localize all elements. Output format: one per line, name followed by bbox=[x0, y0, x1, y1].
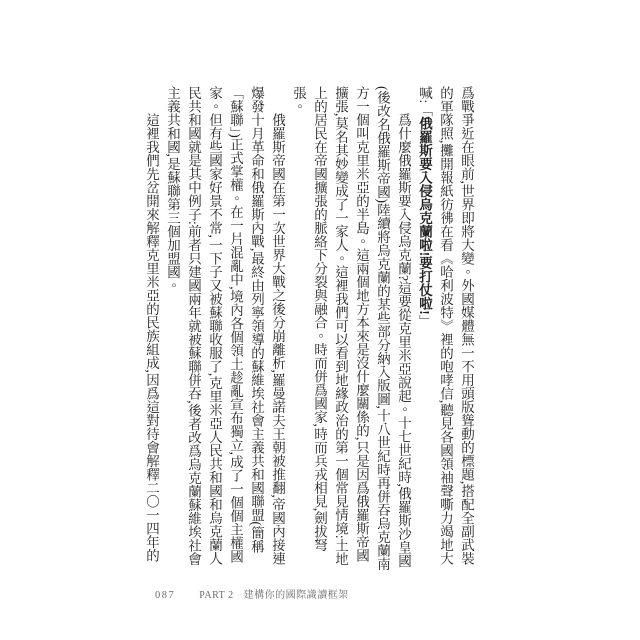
paragraph-2: 爲什麼俄羅斯要入侵烏克蘭?這要從克里米亞說起。十七世紀時,俄羅斯沙皇國(後改名俄羅斯帝國)陸續將烏克蘭的某些部分納入版圖,十八世紀時再併吞烏克蘭南方一個叫克里米亞的半島。這兩個地方本來是沒什麼關係的,只是因爲俄羅斯帝國擴張,莫名其妙變成了一家人。這裡我們可以看到地緣政治的第一個常見情境:土地上的居民在帝國擴張的脈絡下分裂與融合。時而併爲國家,時而兵戎相見,劍拔弩張。 bbox=[291, 86, 411, 571]
page-number: 087 bbox=[155, 590, 176, 601]
paragraph-1-text: 爲戰爭近在眼前,世界即將大變。外國媒體無一不用頭版聳動的標題,搭配全副武裝的軍隊照,攤開報紙彷彿在看《哈利波特》裡的咆哮信,聽見各國領袖聲嘶力竭地大喊:「 bbox=[417, 86, 474, 566]
paragraph-1-closing-quote: 」 bbox=[417, 314, 432, 329]
paragraph-3: 俄羅斯帝國在第一次世界大戰之後分崩離析,羅曼諾夫王朝被推翻,帝國內接連爆發十月革命和俄羅斯內戰,最終由列寧領導的蘇維埃社會主義共和國聯盟(簡稱「蘇聯」)正式掌權。在一片混亂中,境內各個領土趁亂宣布獨立,成了一個個主權國家。但有些國家好景不常,一下子又被蘇聯收服了,克里米亞人民共和國和烏克蘭人民共和國就是其中例子:前者只建國兩年就被蘇聯併吞,後者改爲烏克蘭蘇維埃社會主義共和國,是蘇聯第三個加盟國。 bbox=[165, 86, 285, 566]
part-label: PART 2 bbox=[199, 590, 234, 601]
paragraph-1-bold-quote: 俄羅斯要入侵烏克蘭啦!要打仗啦! bbox=[417, 116, 432, 315]
part-title: 建構你的國際識讀框架 bbox=[243, 590, 349, 601]
paragraph-1 bbox=[414, 86, 477, 575]
body-text bbox=[137, 86, 477, 575]
page-footer bbox=[155, 586, 349, 601]
paragraph-4: 這裡我們先岔開來解釋克里米亞的民族組成,因爲這對待會解釋二〇一四年的 bbox=[144, 113, 159, 562]
